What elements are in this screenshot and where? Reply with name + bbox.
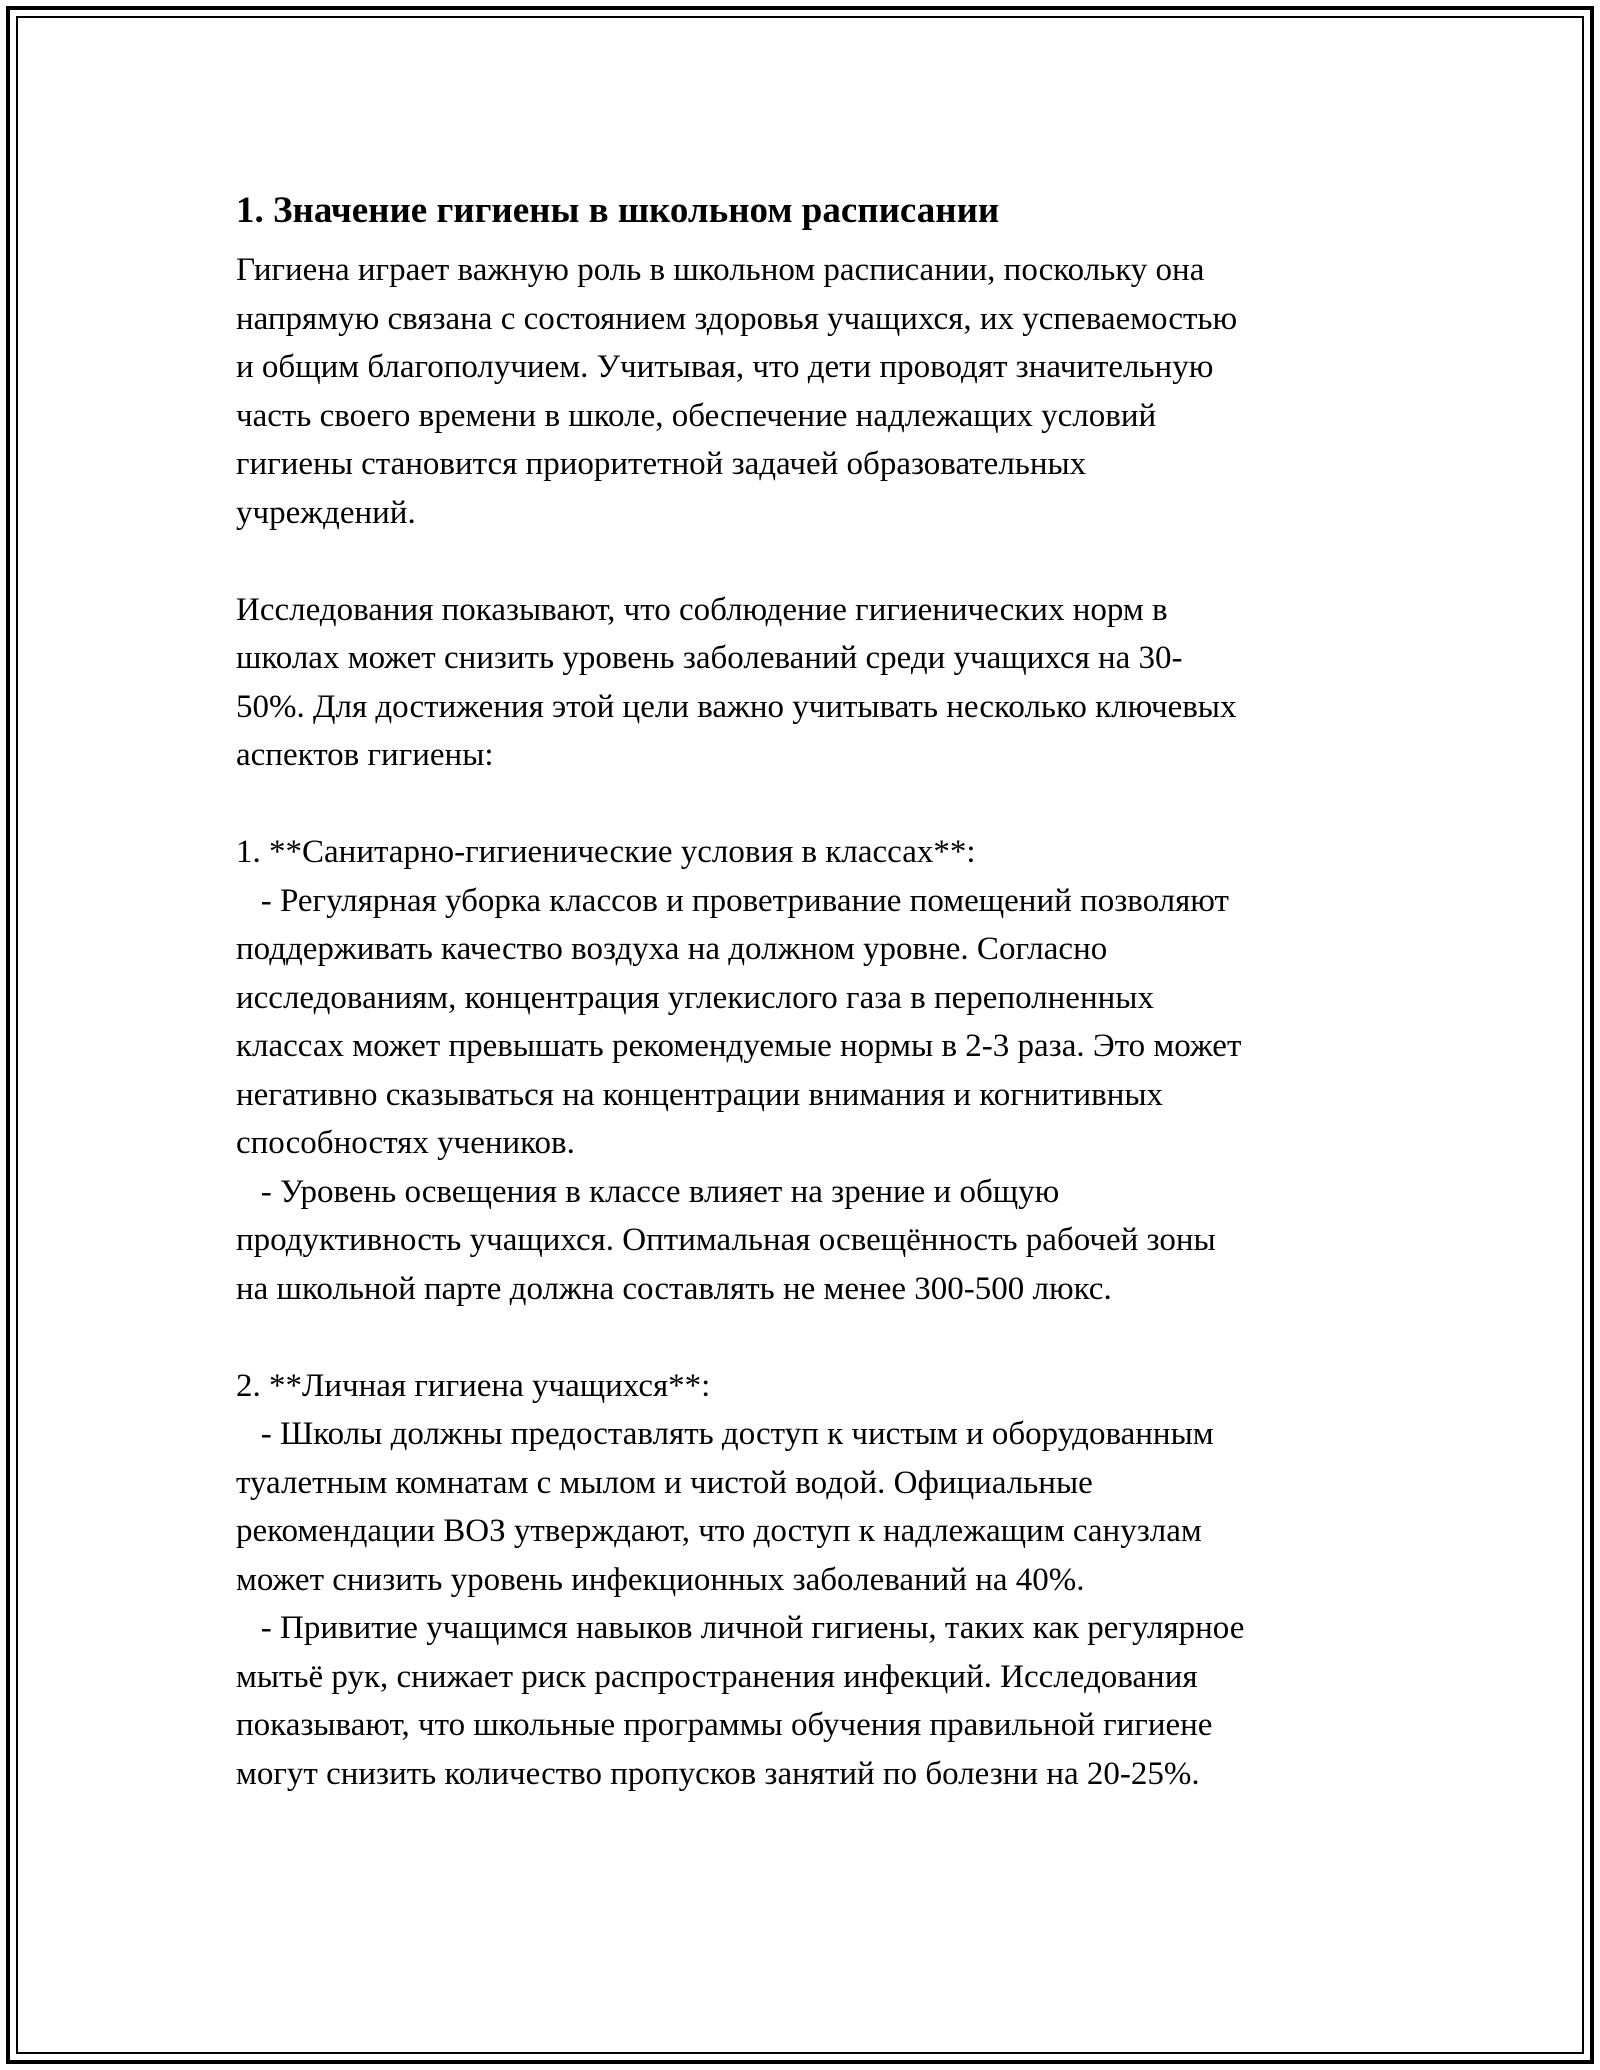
text-line: поддерживать качество воздуха на должном уровне. Согласно xyxy=(236,931,1108,967)
text-line: показывают, что школьные программы обучения правильной гигиене xyxy=(236,1707,1213,1743)
text-line: могут снизить количество пропусков занятий по болезни на 20-25%. xyxy=(236,1755,1200,1792)
paragraph-spacer xyxy=(236,537,1376,586)
text-line: и общим благополучием. Учитывая, что дети проводят значительную xyxy=(236,349,1214,385)
text-line: Гигиена играет важную роль в школьном расписании, поскольку она xyxy=(236,252,1205,288)
list-section-personal xyxy=(236,1362,1376,1799)
list-item-title: 1. **Санитарно-гигиенические условия в классах**: xyxy=(236,834,976,870)
text-line: школах может снизить уровень заболеваний среди учащихся на 30- xyxy=(236,640,1183,676)
text-line: мытьё рук, снижает риск распространения инфекций. Исследования xyxy=(236,1658,1198,1695)
text-line: аспектов гигиены: xyxy=(236,737,494,773)
text-line: на школьной парте должна составлять не менее 300-500 люкс. xyxy=(236,1270,1112,1307)
text-line: гигиены становится приоритетной задачей образовательных xyxy=(236,446,1087,482)
section-heading: 1. Значение гигиены в школьном расписании xyxy=(236,190,1000,231)
text-line: туалетным комнатам с мылом и чистой водой. Официальные xyxy=(236,1464,1093,1501)
paragraph-intro xyxy=(236,246,1376,537)
text-line: напрямую связана с состоянием здоровья учащихся, их успеваемостью xyxy=(236,300,1238,337)
text-line: продуктивность учащихся. Оптимальная освещённость рабочей зоны xyxy=(236,1222,1216,1258)
text-line: способностях учеников. xyxy=(236,1125,575,1161)
text-line: 50%. Для достижения этой цели важно учитывать несколько ключевых xyxy=(236,688,1237,725)
list-item-title: 2. **Личная гигиена учащихся**: xyxy=(236,1367,711,1404)
text-line: классах может превышать рекомендуемые нормы в 2-3 раза. Это может xyxy=(236,1028,1242,1064)
text-line: учреждений. xyxy=(236,494,416,531)
text-line: часть своего времени в школе, обеспечение надлежащих условий xyxy=(236,397,1157,434)
paragraph-research xyxy=(236,586,1376,780)
text-line: - Привитие учащимся навыков личной гигиены, таких как регулярное xyxy=(236,1610,1245,1646)
list-section-sanitary xyxy=(236,828,1376,1313)
text-line: Исследования показывают, что соблюдение гигиенических норм в xyxy=(236,591,1168,628)
text-line: негативно сказываться на концентрации внимания и когнитивных xyxy=(236,1076,1164,1113)
text-line: исследованиям, концентрация углекислого газа в переполненных xyxy=(236,979,1154,1016)
paragraph-spacer xyxy=(236,1313,1376,1362)
text-line: может снизить уровень инфекционных заболеваний на 40%. xyxy=(236,1561,1085,1598)
paragraph-spacer xyxy=(236,780,1376,829)
text-line: рекомендации ВОЗ утверждают, что доступ к надлежащим санузлам xyxy=(236,1513,1202,1549)
text-line: - Регулярная уборка классов и проветривание помещений позволяют xyxy=(236,882,1229,919)
document-body xyxy=(236,186,1376,1798)
text-line: - Школы должны предоставлять доступ к чистым и оборудованным xyxy=(236,1416,1214,1452)
text-line: - Уровень освещения в классе влияет на зрение и общую xyxy=(236,1173,1060,1210)
